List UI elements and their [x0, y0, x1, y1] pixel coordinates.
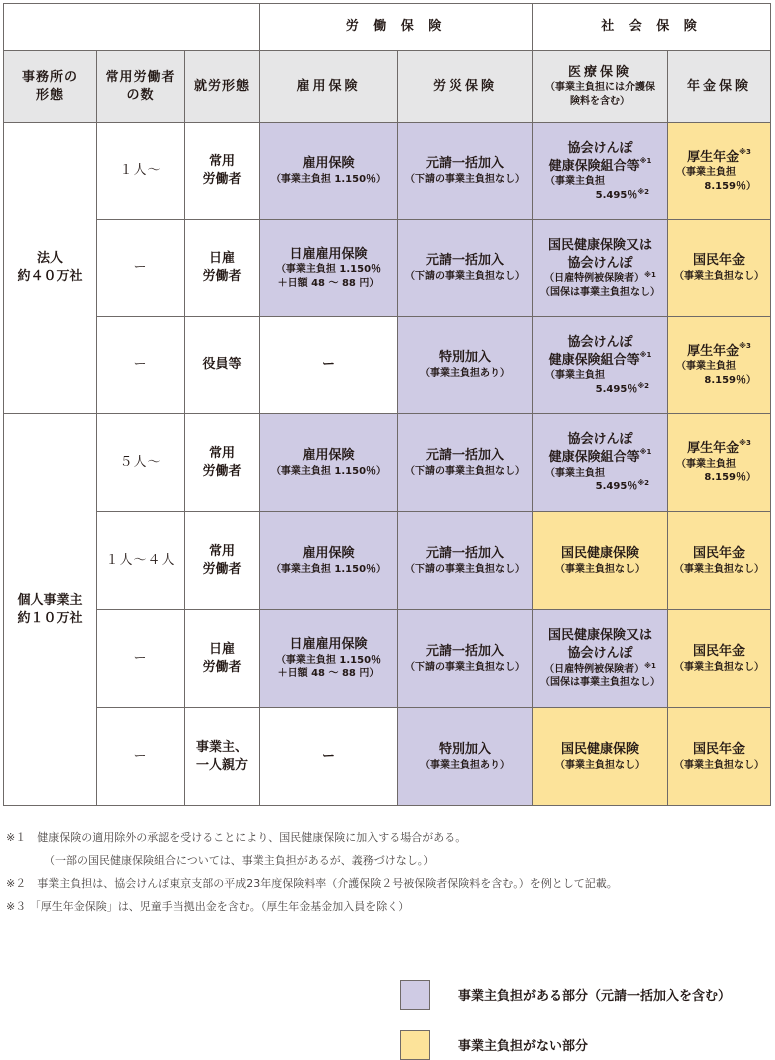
iryo-text	[533, 272, 667, 286]
footnote-marker: ※3	[739, 147, 751, 156]
work-type: 常用 労働者	[185, 414, 260, 512]
nenkin-text: 8.159％）	[704, 374, 756, 386]
work-type: 常用 労働者	[185, 512, 260, 610]
iryo-text	[533, 563, 667, 577]
cell-text: 国民健康保険又は	[547, 628, 652, 644]
iryo-text	[533, 676, 667, 690]
koyo-cell	[260, 220, 398, 317]
footnote-marker: ※2	[637, 187, 649, 196]
nenkin-text: 8.159％）	[704, 472, 756, 484]
col-rosai: 労災保険	[398, 51, 533, 123]
nenkin-text: （事業主負担なし）	[674, 661, 764, 673]
iryo-text	[533, 369, 667, 383]
cell-text: 健康保険組合等	[548, 158, 640, 174]
cell-text: （事業主負担	[545, 370, 605, 382]
note-1-sub: （一部の国民健康保険組合については、事業主負担があるが、義務づけなし。）	[44, 854, 435, 867]
cell-text: 厚生年金	[687, 441, 740, 457]
cell-text: （国保は事業主負担なし）	[540, 677, 660, 689]
header-blank	[4, 4, 260, 51]
footnote-marker: ※3	[739, 341, 751, 350]
note-1: ※１ 健康保険の適用除外の承認を受けることにより、国民健康保険に加入する場合がある。	[6, 831, 467, 844]
cell-text: 国民年金	[692, 545, 745, 561]
rosai-text: （事業主負担あり）	[420, 368, 510, 380]
rosai-text: 元請一括加入	[425, 545, 504, 561]
koyo-text: 日雇雇用保険	[289, 246, 368, 262]
nenkin-text: （事業主負担なし）	[674, 759, 764, 771]
iryo-cell	[533, 610, 668, 708]
table-row	[4, 610, 771, 708]
cell-text: 健康保険組合等	[548, 352, 640, 368]
nenkin-text: 8.159％）	[704, 180, 756, 192]
work-type: 日雇 労働者	[185, 610, 260, 708]
iryo-cell	[533, 708, 668, 806]
koyo-text: ー	[321, 748, 335, 764]
iryo-text	[533, 545, 667, 563]
koyo-text: 雇用保険	[302, 545, 355, 561]
nenkin-cell	[668, 220, 771, 317]
worker-count: ー	[97, 220, 185, 317]
koyo-text: （事業主負担 1.150％	[275, 654, 382, 666]
nenkin-text	[668, 252, 770, 270]
cell-text: （事業主負担	[545, 176, 605, 188]
footnote-marker: ※1	[639, 448, 652, 456]
rosai-cell	[398, 317, 533, 414]
rosai-text: （下請の事業主負担なし）	[405, 563, 525, 575]
table-row	[4, 708, 771, 806]
cell-text: 協会けんぽ	[567, 334, 633, 350]
col-office: 事務所の形態	[4, 51, 97, 123]
footnote-marker: ※2	[637, 381, 649, 390]
cell-text: （国保は事業主負担なし）	[540, 286, 660, 298]
table-body	[4, 123, 771, 806]
koyo-cell	[260, 610, 398, 708]
iryo-text	[533, 158, 667, 176]
iryo-text	[533, 140, 667, 158]
nenkin-text	[668, 545, 770, 563]
rosai-text: （下請の事業主負担なし）	[405, 271, 525, 283]
table-row	[4, 220, 771, 317]
cell-text: 国民年金	[692, 253, 745, 269]
rosai-cell	[398, 610, 533, 708]
work-type: 常用 労働者	[185, 123, 260, 220]
nenkin-text: （事業主負担	[676, 167, 736, 179]
cell-text: 5.495％	[595, 383, 638, 395]
cell-text: 5.495％	[595, 189, 638, 201]
nenkin-text	[668, 643, 770, 661]
cell-text: 国民健康保険	[560, 741, 639, 757]
koyo-cell	[260, 414, 398, 512]
note-2: ※２ 事業主負担は、協会けんぽ東京支部の平成23年度保険料率（介護保険２号被保険者保険料を含む。）を例として記載。	[6, 877, 618, 890]
insurance-table	[3, 3, 771, 806]
footnote-marker: ※1	[644, 661, 656, 670]
koyo-cell	[260, 708, 398, 806]
koyo-text: ー	[321, 357, 335, 373]
nenkin-text	[668, 741, 770, 759]
work-type: 日雇 労働者	[185, 220, 260, 317]
iryo-text	[533, 286, 667, 300]
koyo-text: 雇用保険	[302, 447, 355, 463]
koyo-text: （事業主負担 1.150％	[275, 264, 382, 276]
worker-count: ー	[97, 610, 185, 708]
footnote-marker: ※1	[639, 156, 652, 165]
cell-text: 厚生年金	[687, 149, 740, 165]
col-work: 就労形態	[185, 51, 260, 123]
legend-label: 事業主負担がある部分（元請一括加入を含む）	[458, 989, 732, 1004]
iryo-cell	[533, 123, 668, 220]
col-nenkin: 年金保険	[668, 51, 771, 123]
worker-count: ５人～	[97, 414, 185, 512]
cell-text: （日雇特例被保険者）	[544, 273, 645, 285]
iryo-text	[533, 449, 667, 467]
worker-count: １人～４人	[97, 512, 185, 610]
rosai-text: （下請の事業主負担なし）	[405, 465, 525, 477]
iryo-text	[533, 627, 667, 645]
koyo-text: 日雇雇用保険	[289, 637, 368, 653]
worker-count: ー	[97, 317, 185, 414]
nenkin-cell	[668, 610, 771, 708]
footnote-marker: ※2	[637, 479, 649, 488]
cell-text: 協会けんぽ	[567, 646, 633, 661]
iryo-text	[533, 663, 667, 677]
group-label: 個人事業主 約１０万社	[4, 414, 97, 806]
col-count: 常用労働者の数	[97, 51, 185, 123]
iryo-cell	[533, 414, 668, 512]
nenkin-text: （事業主負担	[676, 361, 736, 373]
iryo-text	[533, 334, 667, 352]
koyo-cell	[260, 123, 398, 220]
footnote-marker: ※1	[639, 350, 652, 359]
legend-label: 事業主負担がない部分	[458, 1039, 589, 1054]
legend-swatch-yellow	[400, 1030, 430, 1060]
cell-text: 国民年金	[692, 741, 745, 757]
rosai-text: 元請一括加入	[425, 253, 504, 269]
cell-text: 協会けんぽ	[567, 140, 633, 156]
iryo-cell	[533, 512, 668, 610]
iryo-text	[533, 237, 667, 255]
cell-text: 5.495％	[595, 481, 638, 493]
footnote-marker: ※3	[739, 439, 751, 448]
iryo-text	[533, 175, 667, 189]
group-label: 法人 約４０万社	[4, 123, 97, 414]
legend-swatch-purple	[400, 980, 430, 1010]
koyo-cell	[260, 317, 398, 414]
cell-text: 国民健康保険	[560, 545, 639, 561]
nenkin-cell	[668, 414, 771, 512]
table-row	[4, 512, 771, 610]
cell-text: （事業主負担	[545, 467, 605, 479]
cell-text: 厚生年金	[687, 343, 740, 359]
worker-count: １人～	[97, 123, 185, 220]
iryo-text	[533, 383, 667, 397]
nenkin-text	[668, 440, 770, 458]
rosai-cell	[398, 414, 533, 512]
header-rodo: 労 働 保 険	[260, 4, 533, 51]
iryo-text	[533, 189, 667, 203]
cell-text: （事業主負担なし）	[555, 759, 645, 771]
rosai-cell	[398, 220, 533, 317]
iryo-text	[533, 431, 667, 449]
nenkin-text: （事業主負担なし）	[674, 563, 764, 575]
footnote-marker: ※1	[644, 271, 656, 280]
worker-count: ー	[97, 708, 185, 806]
nenkin-cell	[668, 317, 771, 414]
koyo-text: （事業主負担 1.150％）	[270, 563, 387, 575]
cell-text: （日雇特例被保険者）	[544, 663, 645, 675]
cell-text: （事業主負担なし）	[555, 563, 645, 575]
iryo-cell	[533, 220, 668, 317]
nenkin-text: （事業主負担なし）	[674, 271, 764, 283]
cell-text: 協会けんぽ	[567, 255, 633, 271]
cell-text: 国民健康保険又は	[547, 237, 652, 253]
rosai-text: 元請一括加入	[425, 156, 504, 172]
note-3: ※３ 「厚生年金保険」は、児童手当拠出金を含む。（厚生年金基金加入員を除く）	[6, 900, 410, 913]
table-row	[4, 414, 771, 512]
work-type: 事業主、 一人親方	[185, 708, 260, 806]
rosai-cell	[398, 123, 533, 220]
table-row	[4, 123, 771, 220]
nenkin-cell	[668, 708, 771, 806]
rosai-cell	[398, 708, 533, 806]
rosai-text: 特別加入	[438, 741, 491, 757]
rosai-text: 特別加入	[438, 350, 491, 366]
iryo-text	[533, 255, 667, 273]
rosai-text: （事業主負担あり）	[420, 759, 510, 771]
table-row	[4, 317, 771, 414]
iryo-text	[533, 645, 667, 663]
koyo-cell	[260, 512, 398, 610]
col-koyo: 雇用保険	[260, 51, 398, 123]
rosai-text: （下請の事業主負担なし）	[405, 174, 525, 186]
nenkin-text	[668, 149, 770, 167]
iryo-text	[533, 759, 667, 773]
cell-text: 健康保険組合等	[548, 450, 640, 465]
nenkin-cell	[668, 123, 771, 220]
rosai-text: （下請の事業主負担なし）	[405, 661, 525, 673]
work-type: 役員等	[185, 317, 260, 414]
nenkin-cell	[668, 512, 771, 610]
header-shakai: 社 会 保 険	[533, 4, 771, 51]
koyo-text: ＋日額 48 ～ 88 円）	[277, 277, 380, 289]
koyo-text: （事業主負担 1.150％）	[270, 465, 387, 477]
cell-text: 協会けんぽ	[567, 432, 633, 448]
koyo-text: 雇用保険	[302, 156, 355, 172]
footnotes	[6, 826, 618, 918]
iryo-cell	[533, 317, 668, 414]
nenkin-text	[668, 343, 770, 361]
nenkin-text: （事業主負担	[676, 458, 736, 470]
rosai-cell	[398, 512, 533, 610]
rosai-text: 元請一括加入	[425, 643, 504, 659]
cell-text: 国民年金	[692, 643, 745, 659]
iryo-text	[533, 480, 667, 494]
koyo-text: ＋日額 48 ～ 88 円）	[277, 668, 380, 680]
rosai-text: 元請一括加入	[425, 447, 504, 463]
iryo-text	[533, 352, 667, 370]
col-iryo: 医療保険 （事業主負担には介護保険料を含む）	[533, 51, 668, 123]
koyo-text: （事業主負担 1.150％）	[270, 174, 387, 186]
iryo-text	[533, 741, 667, 759]
